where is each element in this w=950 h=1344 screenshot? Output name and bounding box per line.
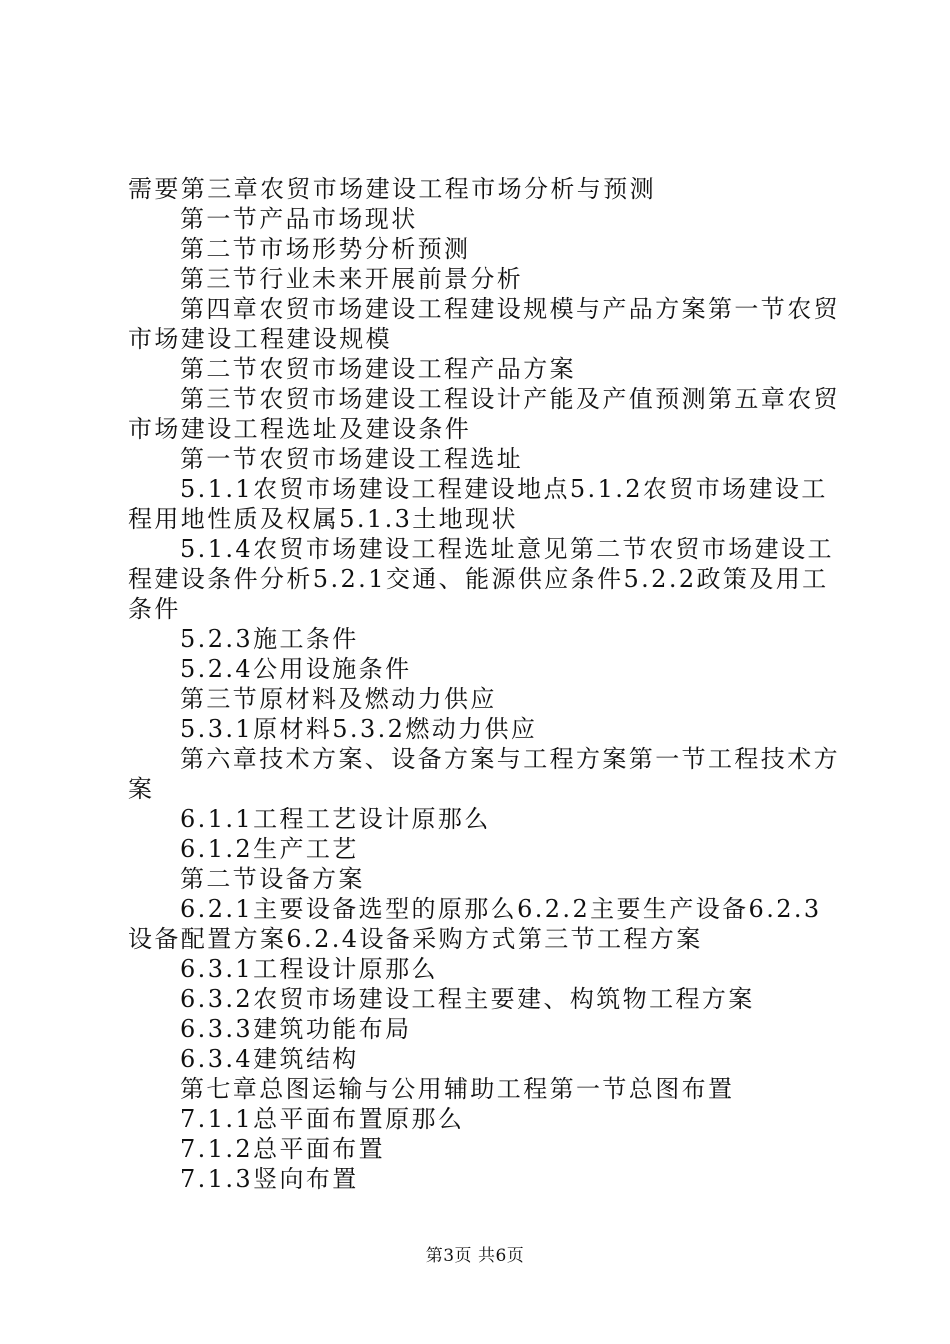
paragraph: 第二节设备方案	[180, 865, 365, 893]
paragraph: 5.3.1原材料5.3.2燃动力供应	[180, 715, 538, 743]
paragraph: 第二节农贸市场建设工程产品方案	[180, 355, 576, 383]
paragraph: 6.1.2生产工艺	[180, 835, 359, 863]
paragraph: 第一节产品市场现状	[180, 205, 418, 233]
paragraph: 6.3.4建筑结构	[180, 1045, 359, 1073]
paragraph: 6.3.1工程设计原那么	[180, 955, 438, 983]
paragraph: 第三节原材料及燃动力供应	[180, 685, 497, 713]
paragraph: 第四章农贸市场建设工程建设规模与产品方案第一节农贸市场建设工程建设规模	[128, 295, 840, 353]
paragraph: 需要第三章农贸市场建设工程市场分析与预测	[128, 175, 656, 203]
paragraph: 第六章技术方案、设备方案与工程方案第一节工程技术方案	[128, 745, 840, 803]
paragraph: 6.3.3建筑功能布局	[180, 1015, 412, 1043]
paragraph: 第三节农贸市场建设工程设计产能及产值预测第五章农贸市场建设工程选址及建设条件	[128, 385, 840, 443]
paragraph: 5.2.4公用设施条件	[180, 655, 412, 683]
paragraph: 6.1.1工程工艺设计原那么	[180, 805, 491, 833]
page-footer	[0, 1241, 950, 1266]
paragraph: 第一节农贸市场建设工程选址	[180, 445, 524, 473]
paragraph: 5.1.1农贸市场建设工程建设地点5.1.2农贸市场建设工程用地性质及权属5.1.3土地现状	[128, 475, 828, 533]
paragraph: 5.2.3施工条件	[180, 625, 359, 653]
paragraph: 5.1.4农贸市场建设工程选址意见第二节农贸市场建设工程建设条件分析5.2.1交通、能源供应条件5.2.2政策及用工条件	[128, 535, 834, 623]
document-body	[128, 174, 840, 1194]
page-number-label: 第3页 共6页	[425, 1246, 525, 1266]
paragraph: 7.1.3竖向布置	[180, 1165, 359, 1193]
paragraph: 7.1.1总平面布置原那么	[180, 1105, 465, 1133]
paragraph: 第三节行业未来开展前景分析	[180, 265, 524, 293]
paragraph: 6.3.2农贸市场建设工程主要建、构筑物工程方案	[180, 985, 755, 1013]
paragraph: 第七章总图运输与公用辅助工程第一节总图布置	[180, 1075, 735, 1103]
paragraph: 7.1.2总平面布置	[180, 1135, 386, 1163]
paragraph: 6.2.1主要设备选型的原那么6.2.2主要生产设备6.2.3设备配置方案6.2.4设备采购方式第三节工程方案	[128, 895, 822, 953]
paragraph: 第二节市场形势分析预测	[180, 235, 471, 263]
